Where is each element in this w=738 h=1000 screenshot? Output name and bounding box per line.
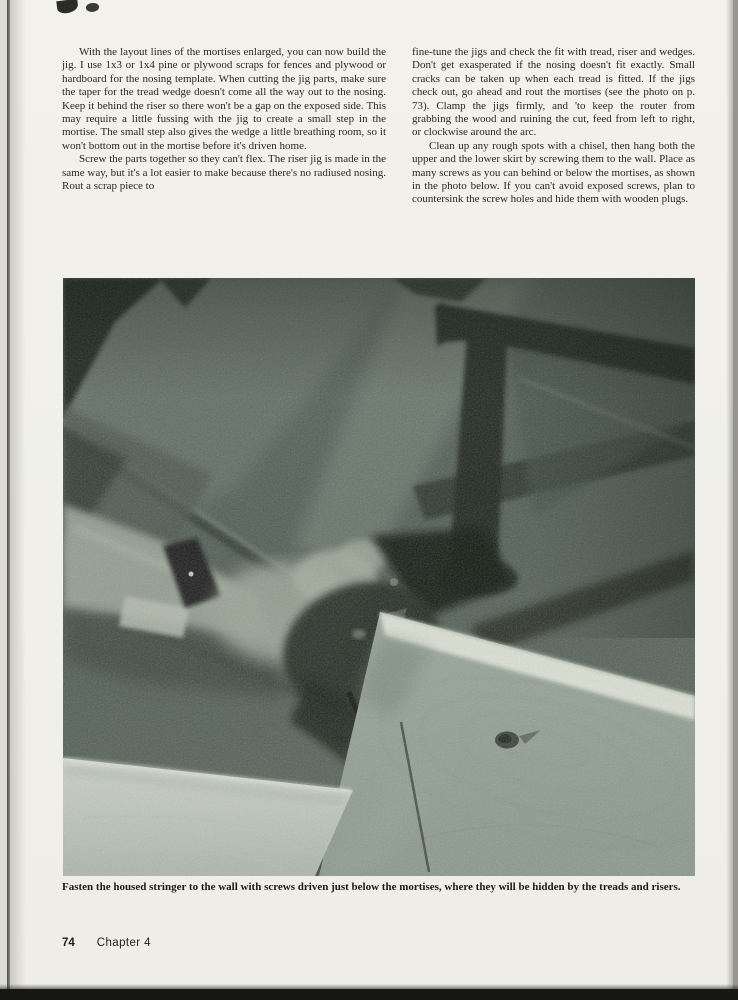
paragraph: fine-tune the jigs and check the fit with tread, riser and wedges. Don't get exasperated if the nosing doesn't fit exactly. Small cracks can be taken up when each tread is fitted. If the jigs check out, go ahead and rout the mortises (see the photo on p. 73). Clamp the jigs firmly, and 'to keep the router from grabbing the wood and ruining the cut, feed from left to right, or clockwise around the arc. — [412, 46, 695, 139]
photo-image — [63, 278, 695, 876]
text-column-left — [62, 46, 386, 207]
scan-edge-right-shadow — [726, 0, 733, 1000]
page-number: 74 — [62, 937, 75, 949]
chapter-label: Chapter 4 — [96, 937, 151, 949]
text-column-right — [412, 46, 695, 207]
scan-speck — [86, 3, 99, 12]
paragraph: Screw the parts together so they can't flex. The riser jig is made in the same way, but it's a lot easier to make because there's no radiused nosing. Rout a scrap piece to — [62, 153, 386, 193]
page-footer — [62, 937, 151, 949]
scan-speck — [56, 0, 78, 14]
article-text — [62, 46, 695, 207]
scan-edge-bottom — [0, 989, 738, 1000]
photo-caption: Fasten the housed stringer to the wall with screws driven just below the mortises, where they will be hidden by the treads and risers. — [62, 881, 681, 893]
photo-stringer-installation — [63, 278, 695, 876]
scan-edge-left-shadow — [10, 0, 26, 1000]
paragraph: Clean up any rough spots with a chisel, then hang both the upper and the lower skirt by screwing them to the wall. Place as many screws as you can behind or below the mortises, as shown in the photo below. If you can't avoid exposed screws, plan to countersink the screw holes and hide them with wooden plugs. — [412, 139, 695, 206]
scan-edge-right — [733, 0, 738, 1000]
paragraph: With the layout lines of the mortises enlarged, you can now build the jig. I use 1x3 or 1x4 pine or plywood scraps for fences and plywood or hardboard for the nosing template. When cutting the jig parts, make sure the taper for the tread wedge doesn't come all the way out to the nosing. Keep it behind the riser so there won't be a gap on the exposed side. This may require a little fussing with the jig to create a small step in the mortise. The small step also gives the wedge a little breathing room, so it won't bottom out in the mortise before it's driven home. — [62, 46, 386, 152]
scan-edge-left — [0, 0, 7, 1000]
